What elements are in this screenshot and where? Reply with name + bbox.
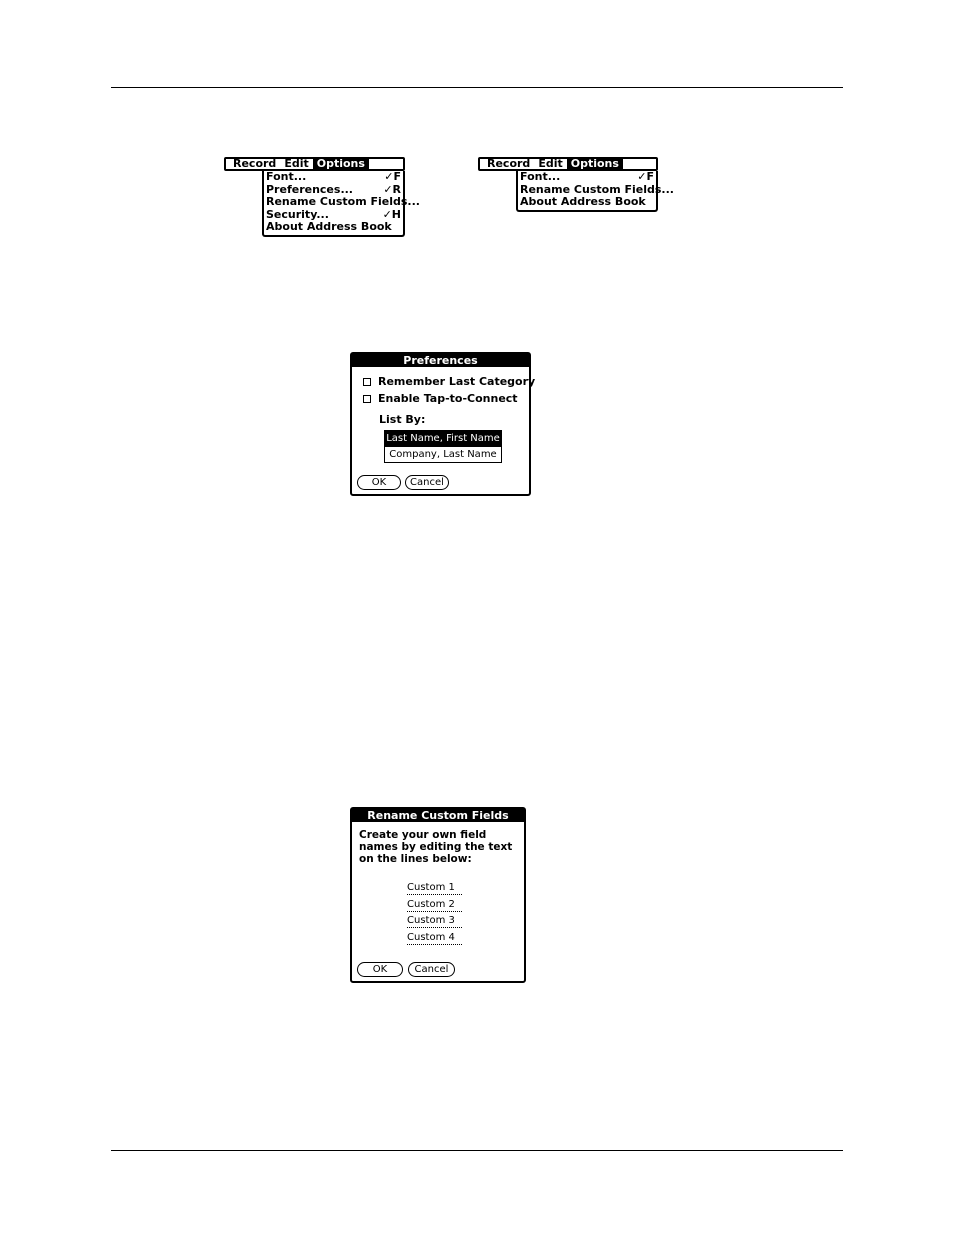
remember-last-category-row[interactable] <box>363 375 535 388</box>
menu-edit[interactable]: Edit <box>284 157 309 170</box>
menu-record[interactable]: Record <box>487 157 531 170</box>
custom-field-4[interactable]: Custom 4 <box>407 932 462 945</box>
options-dropdown <box>516 170 674 212</box>
cancel-button[interactable]: Cancel <box>408 962 455 977</box>
menu-options[interactable]: Options <box>313 159 369 170</box>
bottom-rule <box>111 1150 843 1151</box>
remember-last-category-checkbox[interactable] <box>363 378 371 386</box>
ok-button[interactable]: OK <box>357 475 401 490</box>
option-company-last[interactable]: Company, Last Name <box>385 446 501 462</box>
checkbox-label: Remember Last Category <box>378 375 536 388</box>
options-dropdown <box>262 170 420 237</box>
menu-item-about[interactable]: About Address Book <box>520 195 646 208</box>
menu-item-preferences[interactable]: Preferences... ✓R <box>266 182 401 196</box>
enable-tap-to-connect-checkbox[interactable] <box>363 395 371 403</box>
custom-field-3[interactable]: Custom 3 <box>407 915 462 928</box>
shortcut-label: ✓F <box>637 170 654 183</box>
menu-record[interactable]: Record <box>233 157 277 170</box>
menu-bar <box>224 157 405 171</box>
ok-button[interactable]: OK <box>357 962 403 977</box>
shortcut-label: ✓H <box>382 207 401 221</box>
shortcut-label: ✓F <box>384 170 401 183</box>
preferences-dialog <box>350 352 536 496</box>
instructions-text: Create your own field names by editing the text on the lines below: <box>359 829 513 865</box>
menu-edit[interactable]: Edit <box>538 157 563 170</box>
list-by-label: List By: <box>379 413 426 426</box>
menu-bar <box>478 157 658 171</box>
menu-item-security[interactable]: Security... ✓H <box>266 207 401 221</box>
option-last-first[interactable]: Last Name, First Name <box>386 433 500 444</box>
top-rule <box>111 87 843 88</box>
menu-item-rename-custom-fields[interactable]: Rename Custom Fields... <box>520 182 674 196</box>
dialog-title: Preferences <box>352 354 529 367</box>
cancel-button[interactable]: Cancel <box>405 475 449 490</box>
shortcut-label: ✓R <box>383 182 401 196</box>
custom-field-1[interactable]: Custom 1 <box>407 882 462 895</box>
menu-item-font[interactable]: Font... ✓F <box>520 170 654 183</box>
menu-item-rename-custom-fields[interactable]: Rename Custom Fields... <box>266 195 420 208</box>
menu-item-font[interactable]: Font... ✓F <box>266 170 401 183</box>
custom-field-2[interactable]: Custom 2 <box>407 899 462 912</box>
dialog-title: Rename Custom Fields <box>352 809 524 822</box>
list-by-options <box>384 430 502 463</box>
enable-tap-to-connect-row[interactable] <box>363 392 518 405</box>
rename-custom-fields-dialog <box>350 807 526 983</box>
menu-item-about[interactable]: About Address Book <box>266 220 392 233</box>
checkbox-label: Enable Tap-to-Connect <box>378 392 518 405</box>
menu-options[interactable]: Options <box>567 159 623 170</box>
